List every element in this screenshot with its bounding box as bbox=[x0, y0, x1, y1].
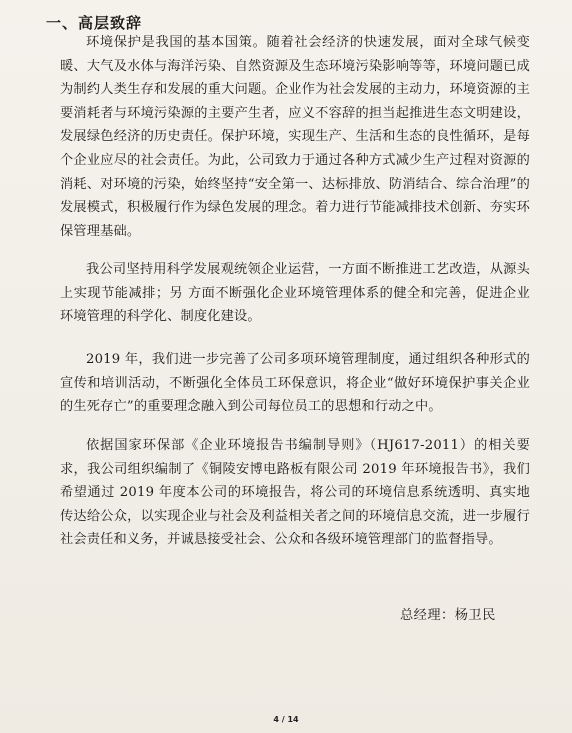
page-number: 4 / 14 bbox=[273, 715, 299, 724]
paragraph-3: 2019 年，我们进一步完善了公司多项环境管理制度，通过组织各种形式的宣传和培训活动，不断强化全体员工环保意识，将企业“做好环境保护事关企业的生死存亡”的重要理念融入到公司每位员工的思想和行动之中。 bbox=[60, 352, 530, 415]
signature: 总经理：杨卫民 bbox=[400, 608, 496, 623]
paragraph-2: 我公司坚持用科学发展观统领企业运营，一方面不断推进工艺改造，从源头上实现节能减排；另 方面不断强化企业环境管理体系的健全和完善，促进企业环境管理的科学化、制度化建设。 bbox=[60, 262, 530, 325]
paragraph-4: 依据国家环保部《企业环境报告书编制导则》（HJ617-2011）的相关要求，我公司组织编制了《铜陵安博电路板有限公司 2019 年环境报告书》，我们希望通过 2019 年度本公司的环境报告，将公司的环境信息系统透明、真实地传达给公众，以实现企业与社会及利益相关者之间的环境信息交流，进一步履行社会责任和义务，并诚恳接受社会、公众和各级环境管理部门的监督指导。 bbox=[60, 438, 530, 548]
paragraph-1: 环境保护是我国的基本国策。随着社会经济的快速发展，面对全球气候变暖、大气及水体与海洋污染、自然资源及生态环境污染影响等等，环境问题已成为制约人类生存和发展的重大问题。企业作为社会发展的主动力，环境资源的主要消耗者与环境污染源的主要产生者，应义不容辞的担当起推进生态文明建设，发展绿色经济的历史责任。保护环境，实现生产、生活和生态的良性循环，是每个企业应尽的社会责任。为此，公司致力于通过各种方式减少生产过程对资源的消耗、对环境的污染，始终坚持“安全第一、达标排放、防消结合、综合治理”的发展模式，积极履行作为绿色发展的理念。着力进行节能减排技术创新、夯实环保管理基础。 bbox=[60, 35, 530, 239]
section-heading: 一、高层致辞 bbox=[46, 14, 143, 32]
